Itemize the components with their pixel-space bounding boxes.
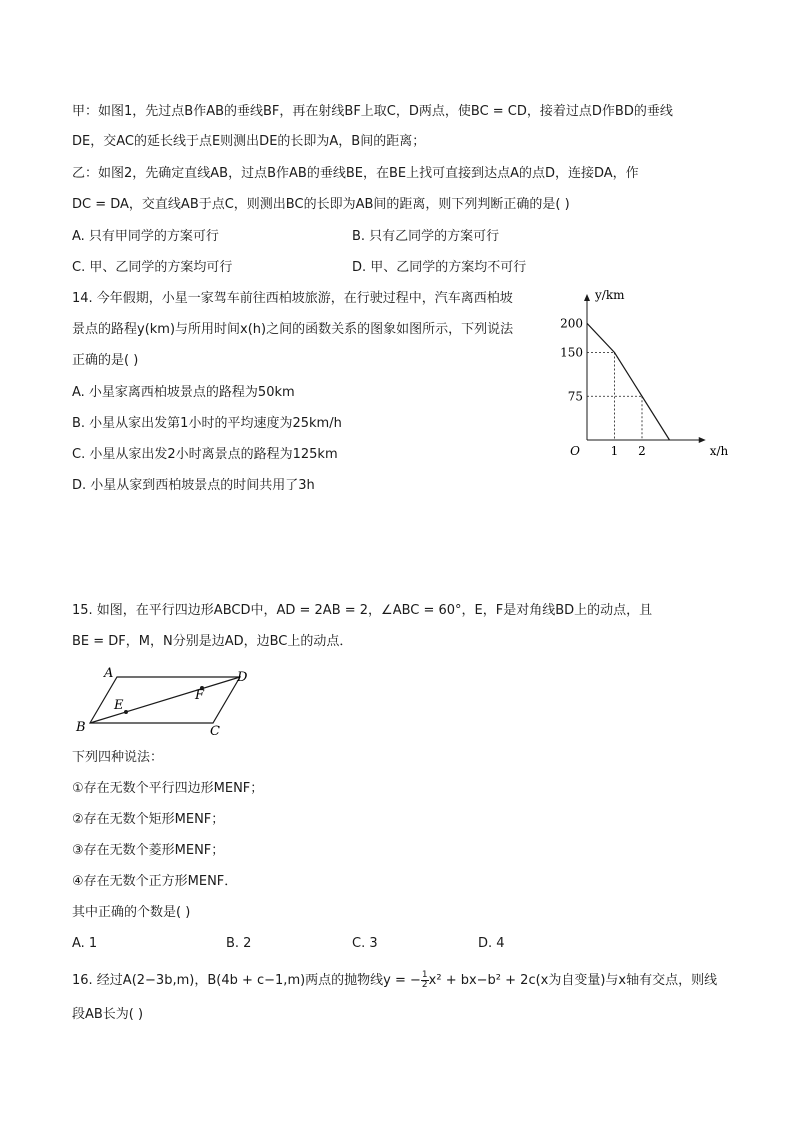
q13-text-line-2: DE，交AC的延长线于点E则测出DE的长即为A，B间的距离； xyxy=(72,134,426,149)
q13-option-c: C. 甲、乙同学的方案均可行 xyxy=(72,260,233,275)
q14-text-line-3: 正确的是( ) xyxy=(72,353,139,368)
y-tick-label-200: 200 xyxy=(560,316,583,331)
q13-option-d: D. 甲、乙同学的方案均不可行 xyxy=(352,260,527,275)
q15-statement-4: ④存在无数个正方形MENF． xyxy=(72,874,238,889)
q15-text-line-1: 15. 如图，在平行四边形ABCD中，AD = 2AB = 2，∠ABC = 60°，E，F是对角线BD上的动点，且 xyxy=(72,603,653,618)
q14-option-a: A. 小星家离西柏坡景点的路程为50km xyxy=(72,385,295,400)
label-e: E xyxy=(114,698,124,713)
x-axis-arrow xyxy=(699,437,706,443)
q13-text-line-3: 乙：如图2，先确定直线AB，过点B作AB的垂线BE，在BE上找可直接到达点A的点D，连接DA，作 xyxy=(72,166,639,181)
point-e xyxy=(124,710,128,714)
y-axis-label: y/km xyxy=(595,288,625,302)
q15-question: 其中正确的个数是( ) xyxy=(72,905,191,920)
label-c: C xyxy=(210,724,220,739)
fraction-one-half xyxy=(421,971,429,990)
q15-option-b: B. 2 xyxy=(226,936,252,951)
q15-text-line-2: BE = DF，M，N分别是边AD，边BC上的动点． xyxy=(72,634,353,649)
label-b: B xyxy=(76,720,86,735)
q13-option-b: B. 只有乙同学的方案可行 xyxy=(352,229,500,244)
x-axis-label: x/h xyxy=(709,444,729,458)
q14-text-line-2: 景点的路程y(km)与所用时间x(h)之间的函数关系的图象如图所示，下列说法 xyxy=(72,322,514,337)
q15-option-d: D. 4 xyxy=(478,936,505,951)
origin-label: O xyxy=(570,444,580,458)
label-f: F xyxy=(195,688,205,703)
y-axis-arrow xyxy=(584,294,590,301)
q15-intro: 下列四种说法： xyxy=(72,750,164,765)
y-tick-label-150: 150 xyxy=(560,345,583,360)
x-tick-label-1: 1 xyxy=(610,444,619,458)
q15-option-c: C. 3 xyxy=(352,936,378,951)
q14-option-c: C. 小星从家出发2小时离景点的路程为125km xyxy=(72,447,338,462)
q14-option-d: D. 小星从家到西柏坡景点的时间共用了3h xyxy=(72,478,315,493)
q15-option-a: A. 1 xyxy=(72,936,98,951)
q13-option-a: A. 只有甲同学的方案可行 xyxy=(72,229,219,244)
q14-text-line-1: 14. 今年假期，小星一家驾车前往西柏坡旅游，在行驶过程中，汽车离西柏坡 xyxy=(72,291,513,306)
q15-statement-1: ①存在无数个平行四边形MENF； xyxy=(72,781,264,796)
fraction-numerator: 1 xyxy=(421,970,428,980)
label-a: A xyxy=(104,666,114,681)
x-tick-label-2: 2 xyxy=(638,444,646,458)
parallelogram-figure xyxy=(70,664,270,739)
y-tick-label-75: 75 xyxy=(567,389,583,404)
q16-text-pre: 16. 经过A(2−3b,m)，B(4b + c−1,m)两点的抛物线y = − xyxy=(72,973,421,988)
q16-text-post: x² + bx−b² + 2c(x为自变量)与x轴有交点，则线 xyxy=(428,973,718,988)
label-d: D xyxy=(237,670,248,685)
series-line xyxy=(587,323,670,440)
q14-option-b: B. 小星从家出发第1小时的平均速度为25km/h xyxy=(72,416,342,431)
q13-text-line-4: DC = DA，交直线AB于点C，则测出BC的长即为AB间的距离，则下列判断正确的是( ) xyxy=(72,197,570,212)
distance-time-graph xyxy=(552,285,742,465)
q15-statement-2: ②存在无数个矩形MENF； xyxy=(72,812,225,827)
q13-text-line-1: 甲：如图1，先过点B作AB的垂线BF，再在射线BF上取C，D两点，使BC = CD，接着过点D作BD的垂线 xyxy=(72,104,673,119)
q16-text-line-2: 段AB长为( ) xyxy=(72,1007,144,1022)
q15-statement-3: ③存在无数个菱形MENF； xyxy=(72,843,225,858)
fraction-denominator: 2 xyxy=(421,980,428,990)
q16-text-line-1 xyxy=(72,971,717,991)
